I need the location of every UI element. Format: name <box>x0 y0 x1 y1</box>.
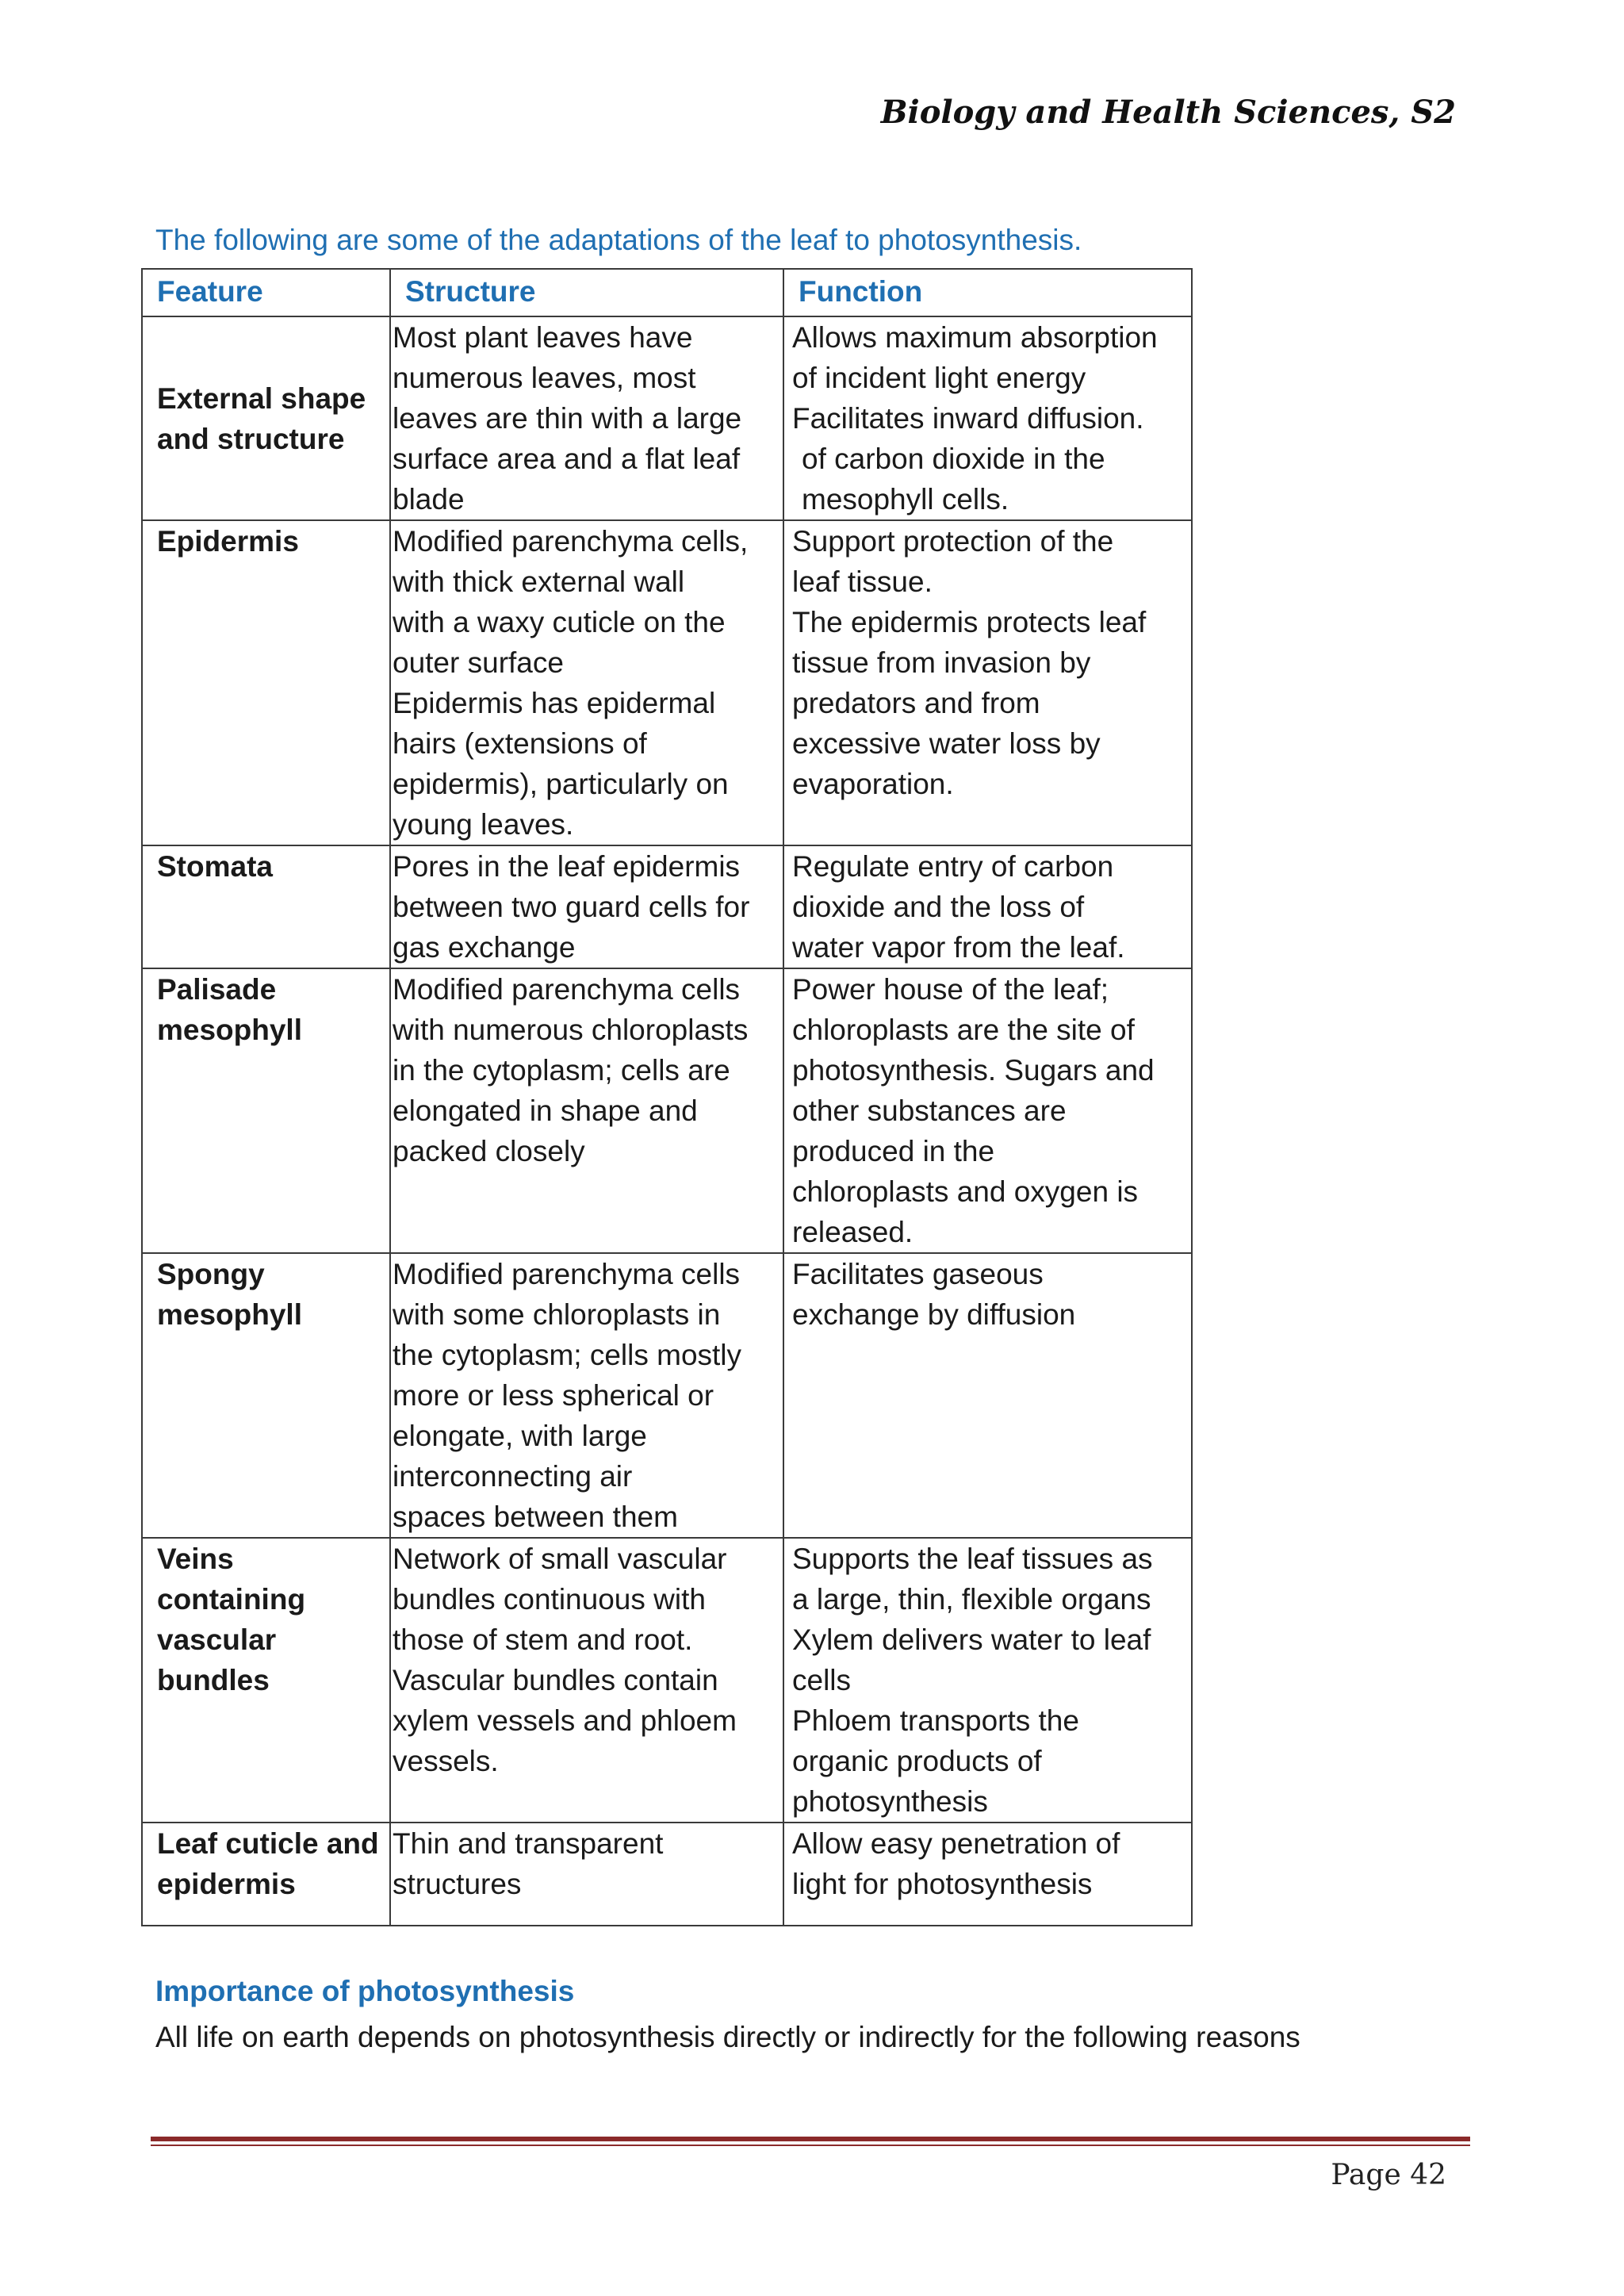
function-line: Phloem transports the <box>792 1704 1079 1737</box>
structure-line: xylem vessels and phloem <box>393 1704 737 1737</box>
structure-line: structures <box>393 1868 522 1900</box>
function-line: exchange by diffusion <box>792 1298 1076 1331</box>
function-line: released. <box>792 1216 914 1248</box>
function-line: water vapor from the leaf. <box>792 931 1125 964</box>
function-line: tissue from invasion by <box>792 646 1091 679</box>
feature-line: mesophyll <box>157 1014 302 1046</box>
structure-line: Vascular bundles contain <box>393 1664 718 1696</box>
function-line: Support protection of the <box>792 525 1114 558</box>
structure-line: Network of small vascular <box>393 1543 727 1575</box>
function-cell <box>783 845 1192 968</box>
feature-line: vascular <box>157 1623 277 1656</box>
function-line: light for photosynthesis <box>792 1868 1093 1900</box>
function-line: produced in the <box>792 1135 995 1167</box>
function-cell <box>783 968 1192 1253</box>
page-number: Page 42 <box>1331 2159 1446 2191</box>
structure-line: leaves are thin with a large <box>393 402 742 435</box>
function-line: Power house of the leaf; <box>792 973 1109 1006</box>
table-row <box>142 520 1192 845</box>
table-row <box>142 968 1192 1253</box>
structure-line: more or less spherical or <box>393 1379 714 1412</box>
structure-line: surface area and a flat leaf <box>393 443 741 475</box>
table-row <box>142 1253 1192 1538</box>
header-feature: Feature <box>142 269 390 316</box>
structure-line: blade <box>393 483 465 516</box>
function-line: Allow easy penetration of <box>792 1827 1120 1860</box>
function-cell <box>783 1253 1192 1538</box>
structure-line: young leaves. <box>393 808 574 841</box>
header-structure: Structure <box>390 269 783 316</box>
function-cell <box>783 316 1192 520</box>
footer-rule-thin <box>151 2145 1470 2146</box>
structure-line: spaces between them <box>393 1501 678 1533</box>
footer-rule <box>151 2137 1470 2141</box>
function-line: Facilitates inward diffusion. <box>792 402 1144 435</box>
structure-line: vessels. <box>393 1745 499 1777</box>
feature-line: mesophyll <box>157 1298 302 1331</box>
running-header: Biology and Health Sciences, S2 <box>880 94 1456 131</box>
function-line: leaf tissue. <box>792 565 933 598</box>
structure-line: in the cytoplasm; cells are <box>393 1054 730 1087</box>
feature-line: External shape <box>157 381 366 415</box>
feature-cell <box>142 316 390 520</box>
feature-line: Spongy <box>157 1258 265 1290</box>
structure-line: Modified parenchyma cells <box>393 973 741 1006</box>
table-row <box>142 1538 1192 1823</box>
structure-cell <box>390 520 783 845</box>
function-line: of incident light energy <box>792 362 1086 394</box>
structure-line: outer surface <box>393 646 564 679</box>
feature-cell <box>142 1538 390 1823</box>
structure-line: the cytoplasm; cells mostly <box>393 1339 742 1371</box>
function-line: dioxide and the loss of <box>792 891 1085 923</box>
function-line: cells <box>792 1664 852 1696</box>
feature-line: containing <box>157 1583 306 1616</box>
function-line: photosynthesis <box>792 1785 988 1818</box>
feature-line: Leaf cuticle and <box>157 1827 379 1860</box>
structure-line: epidermis), particularly on <box>393 768 729 800</box>
structure-line: packed closely <box>393 1135 585 1167</box>
feature-line: epidermis <box>157 1868 296 1900</box>
function-cell <box>783 520 1192 845</box>
function-line: evaporation. <box>792 768 954 800</box>
function-line: Supports the leaf tissues as <box>792 1543 1153 1575</box>
structure-line: with some chloroplasts in <box>393 1298 721 1331</box>
feature-cell <box>142 1823 390 1926</box>
function-line: Regulate entry of carbon <box>792 850 1114 883</box>
structure-line: numerous leaves, most <box>393 362 696 394</box>
structure-line: hairs (extensions of <box>393 727 647 760</box>
structure-line: bundles continuous with <box>393 1583 706 1616</box>
structure-line: with thick external wall <box>393 565 685 598</box>
function-line: excessive water loss by <box>792 727 1101 760</box>
structure-cell <box>390 845 783 968</box>
function-line: of carbon dioxide in the <box>802 443 1105 475</box>
structure-cell <box>390 1538 783 1823</box>
section-paragraph: All life on earth depends on photosynthesis directly or indirectly for the following reasons <box>155 2021 1300 2053</box>
leaf-adaptations-table <box>141 268 1193 1926</box>
structure-line: Epidermis has epidermal <box>393 687 716 719</box>
feature-line: Stomata <box>157 850 273 883</box>
table-intro: The following are some of the adaptations of the leaf to photosynthesis. <box>155 224 1082 256</box>
section-heading: Importance of photosynthesis <box>155 1975 575 2007</box>
function-line: Facilitates gaseous <box>792 1258 1044 1290</box>
function-line: photosynthesis. Sugars and <box>792 1054 1155 1087</box>
feature-cell <box>142 520 390 845</box>
feature-line: and structure <box>157 422 345 455</box>
feature-cell <box>142 968 390 1253</box>
function-line: mesophyll cells. <box>802 483 1009 516</box>
function-line: Xylem delivers water to leaf <box>792 1623 1151 1656</box>
table-row <box>142 845 1192 968</box>
structure-line: those of stem and root. <box>393 1623 693 1656</box>
function-line: predators and from <box>792 687 1040 719</box>
structure-cell <box>390 1253 783 1538</box>
function-line: organic products of <box>792 1745 1042 1777</box>
function-line: a large, thin, flexible organs <box>792 1583 1151 1616</box>
structure-cell <box>390 968 783 1253</box>
feature-line: Palisade <box>157 973 277 1006</box>
structure-line: elongated in shape and <box>393 1094 698 1127</box>
feature-line: Veins <box>157 1543 234 1575</box>
structure-line: Most plant leaves have <box>393 321 693 354</box>
table-header-row <box>142 269 1192 316</box>
structure-line: with numerous chloroplasts <box>393 1014 749 1046</box>
function-line: The epidermis protects leaf <box>792 606 1147 638</box>
structure-line: Modified parenchyma cells, <box>393 525 749 558</box>
function-line: other substances are <box>792 1094 1067 1127</box>
function-line: chloroplasts are the site of <box>792 1014 1135 1046</box>
header-function: Function <box>783 269 1192 316</box>
structure-line: elongate, with large <box>393 1420 647 1452</box>
structure-line: gas exchange <box>393 931 576 964</box>
structure-cell <box>390 316 783 520</box>
function-cell <box>783 1538 1192 1823</box>
structure-line: Modified parenchyma cells <box>393 1258 741 1290</box>
function-cell <box>783 1823 1192 1926</box>
feature-cell <box>142 845 390 968</box>
structure-line: interconnecting air <box>393 1460 633 1493</box>
function-line: chloroplasts and oxygen is <box>792 1175 1139 1208</box>
structure-line: with a waxy cuticle on the <box>393 606 726 638</box>
feature-cell <box>142 1253 390 1538</box>
function-line: Allows maximum absorption <box>792 321 1158 354</box>
structure-line: Thin and transparent <box>393 1827 664 1860</box>
table-row <box>142 316 1192 520</box>
table-row <box>142 1823 1192 1926</box>
structure-cell <box>390 1823 783 1926</box>
structure-line: Pores in the leaf epidermis <box>393 850 741 883</box>
structure-line: between two guard cells for <box>393 891 750 923</box>
feature-line: Epidermis <box>157 525 299 558</box>
feature-line: bundles <box>157 1664 270 1696</box>
